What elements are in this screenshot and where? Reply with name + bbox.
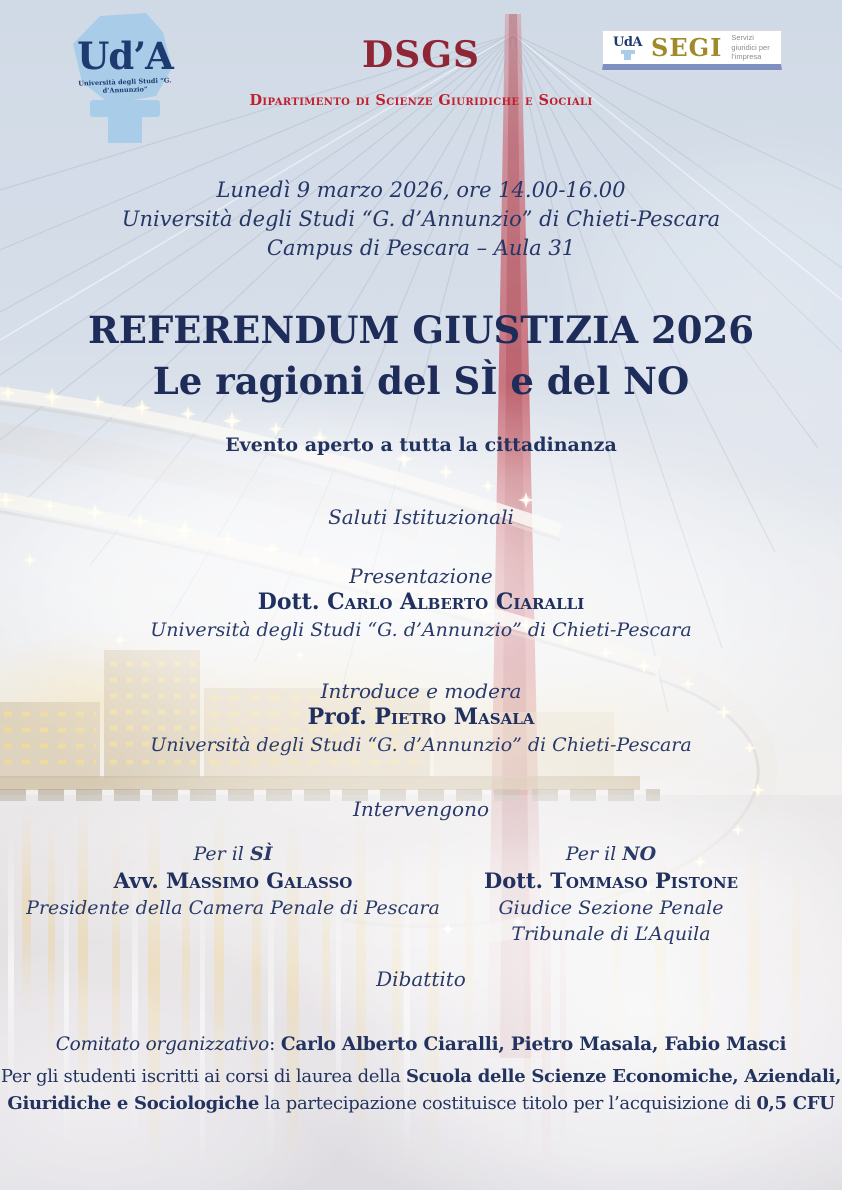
speaker-no-role2: Tribunale di L’Aquila bbox=[511, 923, 711, 945]
speaker-no-role: Giudice Sezione Penale bbox=[498, 897, 724, 919]
committee-separator: : bbox=[269, 1034, 281, 1055]
segi-pedestal-column bbox=[624, 54, 631, 60]
speaker-no-column bbox=[436, 842, 786, 947]
speaker-si-role: Presidente della Camera Penale di Pescara bbox=[26, 897, 440, 919]
event-meta bbox=[0, 176, 842, 263]
speaker-name: Tommaso Pistone bbox=[550, 868, 738, 893]
speaker-name: Carlo Alberto Ciaralli bbox=[327, 589, 585, 615]
segi-name: SEGI bbox=[651, 33, 723, 62]
honorific: Dott. bbox=[257, 589, 328, 615]
side-label-no: Per il NO bbox=[565, 843, 657, 865]
committee-names: Carlo Alberto Ciaralli, Pietro Masala, Fabio Masci bbox=[280, 1034, 787, 1055]
side-label-si: Per il SÌ bbox=[193, 843, 273, 865]
presentation-affiliation: Università degli Studi “G. d’Annunzio” di Chieti-Pescara bbox=[150, 619, 692, 641]
moderation-speaker bbox=[0, 704, 842, 730]
segi-tagline-line2: l’impresa bbox=[731, 52, 762, 62]
organizing-committee bbox=[0, 1034, 842, 1055]
speakers-label: Intervengono bbox=[353, 797, 489, 821]
moderation-affiliation: Università degli Studi “G. d’Annunzio” di Chieti-Pescara bbox=[150, 734, 692, 756]
debate-label: Dibattito bbox=[376, 967, 466, 991]
dsgs-department: Dipartimento di Scienze Giuridiche e Sociali bbox=[249, 92, 593, 109]
segi-tagline bbox=[731, 33, 771, 62]
honorific: Avv. bbox=[113, 868, 166, 893]
segi-logo bbox=[602, 30, 782, 70]
audience-note: Evento aperto a tutta la cittadinanza bbox=[225, 434, 617, 456]
speaker-name: Massimo Galasso bbox=[165, 868, 353, 893]
uda-acronym: Ud’A bbox=[77, 34, 173, 78]
committee-label: Comitato organizzativo bbox=[55, 1034, 270, 1055]
uda-caption: Università degli Studi “G. d’Annunzio” bbox=[78, 76, 172, 95]
segi-uda-mark-icon bbox=[613, 36, 642, 60]
event-location: Campus di Pescara – Aula 31 bbox=[266, 236, 576, 260]
students-line2: Giuridiche e Sociologiche la partecipazione costituisce titolo per l’acquisizione di 0,5 CFU bbox=[7, 1093, 835, 1114]
speaker-si-column bbox=[18, 842, 448, 921]
side-no: NO bbox=[622, 843, 657, 865]
honorific: Dott. bbox=[483, 868, 551, 893]
greetings-label: Saluti Istituzionali bbox=[328, 505, 514, 529]
honorific: Prof. bbox=[307, 704, 375, 730]
page-title bbox=[0, 305, 842, 407]
event-datetime: Lunedì 9 marzo 2026, ore 14.00-16.00 bbox=[216, 178, 626, 202]
uda-logo bbox=[66, 12, 184, 144]
speaker-name: Pietro Masala bbox=[374, 704, 535, 730]
speaker-no-name bbox=[436, 867, 786, 895]
speaker-si-name bbox=[18, 867, 448, 895]
students-note bbox=[0, 1063, 842, 1117]
title-line1: REFERENDUM GIUSTIZIA 2026 bbox=[88, 308, 754, 352]
moderation-label: Introduce e modera bbox=[320, 679, 522, 703]
students-line1: Per gli studenti iscritti ai corsi di laurea della Scuola delle Scienze Economiche, Aziendali, bbox=[0, 1066, 842, 1087]
title-line2: Le ragioni del SÌ e del NO bbox=[152, 359, 690, 403]
segi-tagline-line1: Servizi giuridici per bbox=[731, 32, 770, 52]
presentation-label: Presentazione bbox=[349, 564, 493, 588]
event-university: Università degli Studi “G. d’Annunzio” di Chieti-Pescara bbox=[121, 207, 721, 231]
side-si: SÌ bbox=[249, 843, 273, 865]
segi-uda-mark-text: UdA bbox=[613, 34, 643, 50]
presentation-speaker bbox=[0, 589, 842, 615]
dsgs-acronym: DSGS bbox=[362, 34, 480, 76]
